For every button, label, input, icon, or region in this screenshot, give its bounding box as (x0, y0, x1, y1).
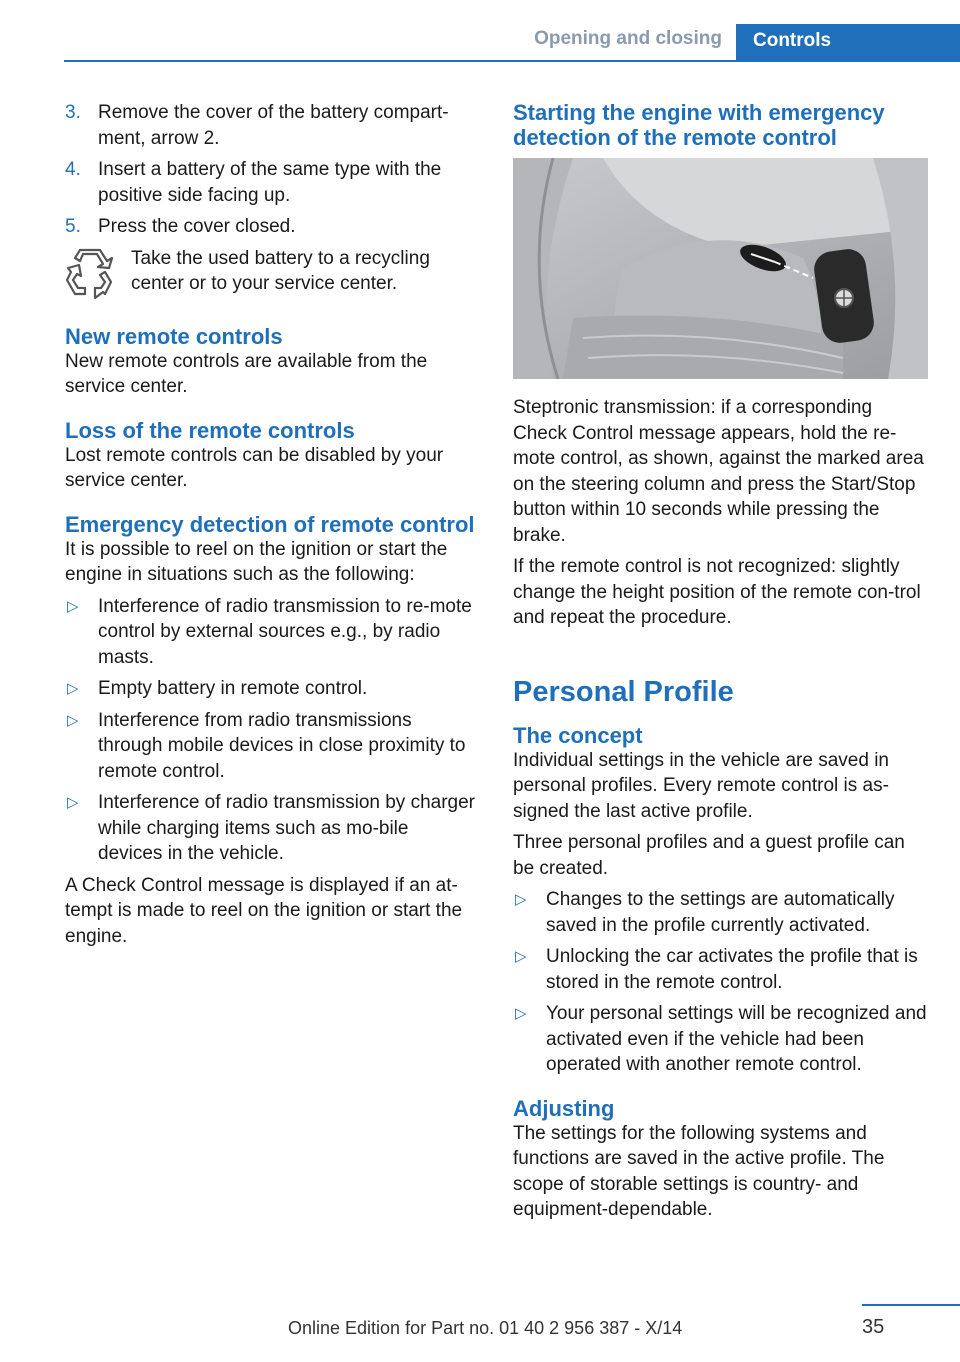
section-tab[interactable]: Opening and closing (534, 28, 722, 49)
list-item-text: Unlocking the car activates the profile that is stored in the remote control. (546, 946, 918, 993)
bullet-triangle-icon: ▷ (67, 597, 79, 615)
step-item (65, 157, 478, 208)
page-number: 35 (862, 1316, 885, 1338)
list-item (65, 790, 478, 867)
emergency-list (65, 594, 478, 867)
step-text: Press the cover closed. (98, 216, 296, 237)
step-text: Insert a battery of the same type with the positive side facing up. (98, 159, 442, 206)
new-remote-text: New remote controls are available from the service center. (65, 350, 428, 397)
steering-column-illustration (513, 158, 928, 379)
edition-note: Online Edition for Part no. 01 40 2 956 387 - X/14 (288, 1318, 683, 1338)
list-item-text: Interference of radio transmission to re‐mote control by external sources e.g., by radio masts. (98, 595, 472, 668)
step-number: 5. (65, 216, 81, 237)
list-item-text: Empty battery in remote control. (98, 678, 368, 699)
starting-text-1: Steptronic transmission: if a corresponding Check Control message appears, hold the re‐mote control, as shown, against the marked area on the steering column and press the Start/Stop button within 10 seconds while pressing the brake. (513, 397, 924, 546)
list-item (513, 1001, 928, 1078)
emergency-heading: Emergency detection of remote control (65, 511, 475, 537)
new-remote-heading: New remote controls (65, 323, 283, 349)
bullet-triangle-icon: ▷ (67, 680, 79, 697)
loss-text: Lost remote controls can be disabled by your service center. (65, 444, 444, 491)
bullet-triangle-icon: ▷ (515, 948, 527, 965)
recycle-note (65, 246, 478, 302)
concept-text-1: Individual settings in the vehicle are saved in personal profiles. Every remote control is as‐signed the last active profile. (513, 749, 890, 822)
header-rule (64, 60, 960, 62)
loss-heading: Loss of the remote controls (65, 417, 355, 443)
list-item (65, 594, 478, 671)
chapter-tab[interactable]: Controls (736, 24, 960, 62)
list-item (513, 944, 928, 995)
right-column (513, 100, 928, 1229)
bullet-triangle-icon: ▷ (515, 891, 527, 908)
footer-rule (862, 1304, 960, 1306)
battery-steps (65, 100, 478, 240)
recycle-icon (65, 248, 115, 300)
list-item-text: Interference from radio transmissions through mobile devices in close proximity to remote control. (98, 709, 466, 782)
step-item (65, 214, 478, 240)
list-item-text: Interference of radio transmission by charger while charging items such as mo‐bile devices in the vehicle. (98, 792, 476, 864)
list-item (513, 887, 928, 938)
recycle-text: Take the used battery to a recycling center or to your service center. (131, 247, 430, 294)
profile-list (513, 887, 928, 1078)
concept-text-2: Three personal profiles and a guest profile can be created. (513, 832, 905, 879)
starting-heading: Starting the engine with emergency detection of the remote control (513, 100, 885, 150)
step-number: 4. (65, 159, 81, 180)
list-item-text: Changes to the settings are automatically saved in the profile currently activated. (546, 889, 895, 936)
emergency-intro: It is possible to reel on the ignition or start the engine in situations such as the following: (65, 538, 448, 585)
adjusting-heading: Adjusting (513, 1095, 615, 1121)
adjusting-text: The settings for the following systems and functions are saved in the active profile. The scope of storable settings is country- and equipment-dependable. (513, 1122, 885, 1220)
list-item (65, 708, 478, 785)
personal-profile-title: Personal Profile (513, 675, 734, 708)
list-item (65, 676, 478, 702)
step-item (65, 100, 478, 151)
bullet-triangle-icon: ▷ (67, 794, 79, 811)
starting-text-2: If the remote control is not recognized: slightly change the height position of the remote con‐trol and repeat the procedure. (513, 556, 921, 628)
emergency-outro: A Check Control message is displayed if an at‐tempt is made to reel on the ignition or start the engine. (65, 874, 463, 947)
concept-heading: The concept (513, 722, 643, 748)
left-column (65, 100, 478, 955)
bullet-triangle-icon: ▷ (515, 1005, 527, 1022)
bullet-triangle-icon: ▷ (67, 711, 79, 729)
step-number: 3. (65, 102, 81, 123)
list-item-text: Your personal settings will be recognized and activated even if the vehicle had been operated with another remote control. (546, 1003, 927, 1075)
step-text: Remove the cover of the battery compart‐ment, arrow 2. (98, 102, 449, 149)
